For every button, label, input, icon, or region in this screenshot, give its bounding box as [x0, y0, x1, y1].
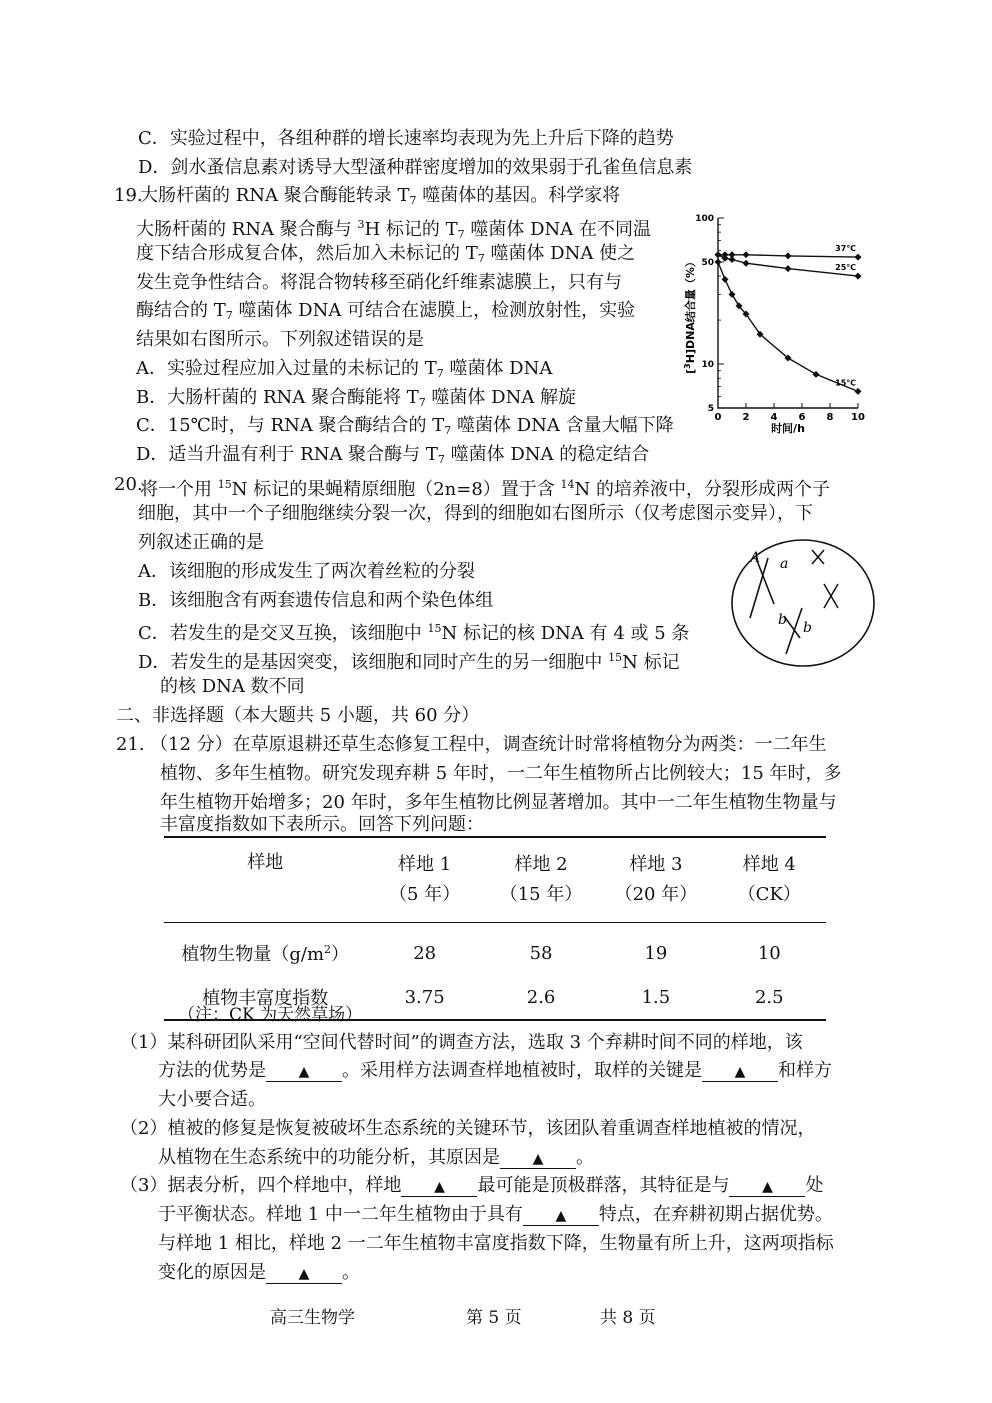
data-point — [855, 254, 862, 261]
answer-blank[interactable]: ▲ — [266, 1265, 342, 1284]
q19-stem-line6: 结果如右图所示。下列叙述错误的是 — [136, 329, 424, 350]
data-point — [722, 276, 729, 283]
q21-part3-line2: 于平衡状态。样地 1 中一二年生植物由于具有 ▲ 特点，在弃耕初期占据优势。 — [158, 1204, 833, 1225]
q21-part3-line4: 变化的原因是 ▲ 。 — [158, 1262, 360, 1283]
cell-diagram — [728, 536, 878, 670]
q21-part1-line3: 大小要合适。 — [158, 1089, 266, 1110]
q20-stem-line3: 列叙述正确的是 — [138, 532, 264, 553]
table-row-label: 植物生物量$(g/m^2)$ — [181, 943, 350, 965]
q19-stem-line2: 大肠杆菌的 RNA 聚合酶与 $^3$H 标记的 $T_7$ 噬菌体 DNA 在不同温 — [136, 218, 651, 241]
q19-option-c: C．15℃时，与 RNA 聚合酶结合的 $T_7$ 噬菌体 DNA 含量大幅下降 — [136, 415, 674, 437]
answer-blank[interactable]: ▲ — [401, 1178, 477, 1197]
dna-binding-chart — [682, 200, 872, 440]
table-header-cell: 样地 1 （5 年） — [389, 854, 461, 905]
table-cell: 2.6 — [526, 986, 556, 1008]
gene-label-b-right: b — [803, 620, 812, 636]
q20-stem-line2: 细胞，其中一个子细胞继续分裂一次，得到的细胞如右图所示（仅考虑图示变异），下 — [138, 503, 813, 524]
answer-blank[interactable]: ▲ — [266, 1063, 342, 1082]
series-label: 25℃ — [835, 263, 856, 273]
q20-option-a: A．该细胞的形成发生了两次着丝粒的分裂 — [138, 561, 475, 582]
table-cell: 19 — [644, 942, 668, 964]
q19-number: 19. — [114, 185, 143, 206]
table-cell: 2.5 — [754, 986, 784, 1008]
q20-option-d-cont: 的核 DNA 数不同 — [160, 676, 305, 697]
data-point — [855, 388, 862, 395]
footer-page: 第 5 页 — [466, 1308, 522, 1328]
section2-heading: 二、非选择题（本大题共 5 小题，共 60 分） — [116, 705, 480, 726]
table-cell: 58 — [529, 942, 553, 964]
data-point — [785, 252, 792, 259]
q20-number: 20. — [114, 474, 143, 495]
x-tick-label: 8 — [826, 412, 834, 423]
table-header-cell: 样地 4 （CK） — [737, 854, 801, 905]
data-point — [715, 258, 722, 265]
data-point — [715, 251, 722, 258]
gene-label-b-left: b — [778, 612, 787, 628]
q19-option-d: D．适当升温有利于 RNA 聚合酶与 $T_7$ 噬菌体 DNA 的稳定结合 — [136, 444, 650, 466]
table-row-label: 植物丰富度指数 — [202, 988, 329, 1009]
sample-plot-table — [164, 836, 826, 1021]
table-header-label: 样地 — [247, 852, 284, 873]
data-point — [785, 265, 792, 272]
q21-stem-line2: 植物、多年生植物。研究发现弃耕 5 年时，一二年生植物所占比例较大；15 年时，多 — [160, 763, 842, 784]
q21-stem-line4: 丰富度指数如下表所示。回答下列问题： — [160, 814, 484, 835]
table-header-cell: 样地 2 （15 年） — [499, 854, 583, 905]
x-tick-label: 0 — [714, 412, 722, 423]
q21-part3-line3: 与样地 1 相比，样地 2 一二年生植物丰富度指数下降，生物量有所上升，这两项指标 — [158, 1233, 834, 1254]
q19-stem-line3: 度下结合形成复合体，然后加入未标记的 $T_7$ 噬菌体 DNA 使之 — [136, 243, 636, 265]
q20-stem-line1: 将一个用 $^{15}$N 标记的果蝇精原细胞（2n=8）置于含 $^{14}$N 的培养液中，分裂形成两个子 — [140, 478, 830, 500]
answer-blank[interactable]: ▲ — [702, 1063, 778, 1082]
chart-x-axis-label: 时间/h — [771, 422, 805, 435]
x-tick-label: 2 — [742, 412, 750, 423]
q21-part1-line1: （1）某科研团队采用“空间代替时间”的调查方法，选取 3 个弃耕时间不同的样地，该 — [120, 1032, 803, 1053]
data-point — [729, 256, 736, 263]
chart-y-axis-label: [$^3$H]DNA结合量（%） — [683, 256, 697, 374]
q21-part2-line1: （2）植被的修复是恢复被破坏生态系统的关键环节，该团队着重调查样地植被的情况， — [120, 1118, 816, 1139]
q21-number: 21. — [116, 734, 145, 755]
x-tick-label: 4 — [770, 412, 778, 423]
q18-option-d: D．剑水蚤信息素对诱导大型溞种群密度增加的效果弱于孔雀鱼信息素 — [138, 157, 693, 178]
data-point — [743, 260, 750, 267]
q21-part2-line2: 从植物在生态系统中的功能分析，其原因是 ▲ 。 — [158, 1147, 594, 1168]
data-point — [743, 251, 750, 258]
table-header-cell: 样地 3 （20 年） — [614, 854, 698, 905]
y-tick-label: 50 — [701, 257, 714, 268]
q18-option-c: C．实验过程中，各组种群的增长速率均表现为先上升后下降的趋势 — [138, 128, 674, 149]
y-tick-label: 100 — [695, 214, 714, 224]
table-cell: 28 — [413, 942, 437, 964]
q19-stem-line5: 酶结合的 $T_7$ 噬菌体 DNA 可结合在滤膜上，检测放射性，实验 — [136, 300, 636, 322]
table-header-row — [164, 837, 826, 923]
series-line — [718, 262, 858, 391]
footer-total: 共 8 页 — [600, 1308, 656, 1328]
y-tick-label: 5 — [707, 404, 714, 414]
q19-stem-line1: 大肠杆菌的 RNA 聚合酶能转录 $T_7$ 噬菌体的基因。科学家将 — [140, 185, 621, 207]
series-label: 37℃ — [835, 244, 856, 254]
footer-subject: 高三生物学 — [270, 1308, 355, 1328]
x-tick-label: 10 — [851, 412, 865, 423]
q19-option-b: B．大肠杆菌的 RNA 聚合酶能将 $T_7$ 噬菌体 DNA 解旋 — [136, 387, 577, 409]
q21-part1-line2: 方法的优势是 ▲ 。采用样方法调查样地植被时，取样的关键是 ▲ 和样方 — [158, 1060, 832, 1081]
gene-label-a: a — [780, 556, 789, 572]
data-point — [813, 371, 820, 378]
q21-stem-line1: （12 分）在草原退耕还草生态修复工程中，调查统计时常将植物分为两类：一二年生 — [150, 734, 827, 755]
data-point — [855, 273, 862, 280]
table-note: （注：CK 为天然草场） — [178, 1005, 363, 1025]
q21-part3-line1: （3）据表分析，四个样地中，样地 ▲ 最可能是顶极群落，其特征是与 ▲ 处 — [120, 1175, 824, 1196]
q19-stem-line4: 发生竞争性结合。将混合物转移至硝化纤维素滤膜上，只有与 — [136, 272, 622, 293]
x-tick-label: 6 — [798, 412, 806, 423]
q21-stem-line3: 年生植物开始增多；20 年时，多年生植物比例显著增加。其中一二年生植物生物量与 — [160, 792, 837, 813]
gene-label-A: A — [750, 550, 761, 566]
q20-option-b: B．该细胞含有两套遗传信息和两个染色体组 — [138, 590, 494, 611]
q20-option-d: D．若发生的是基因突变，该细胞和同时产生的另一细胞中 $^{15}$N 标记 — [138, 651, 680, 673]
answer-blank[interactable]: ▲ — [729, 1178, 805, 1197]
answer-blank[interactable]: ▲ — [500, 1150, 576, 1169]
data-point — [729, 291, 736, 298]
series-label: 15℃ — [835, 378, 856, 388]
table-row — [164, 923, 826, 976]
y-tick-label: 10 — [701, 360, 714, 371]
table-cell: 1.5 — [641, 986, 671, 1008]
table-cell: 10 — [757, 942, 781, 964]
q19-option-a: A．实验过程应加入过量的未标记的 $T_7$ 噬菌体 DNA — [136, 358, 553, 380]
q20-option-c: C．若发生的是交叉互换，该细胞中 $^{15}$N 标记的核 DNA 有 4 或 5 条 — [138, 622, 690, 644]
table-cell: 3.75 — [404, 986, 445, 1008]
answer-blank[interactable]: ▲ — [523, 1207, 599, 1226]
